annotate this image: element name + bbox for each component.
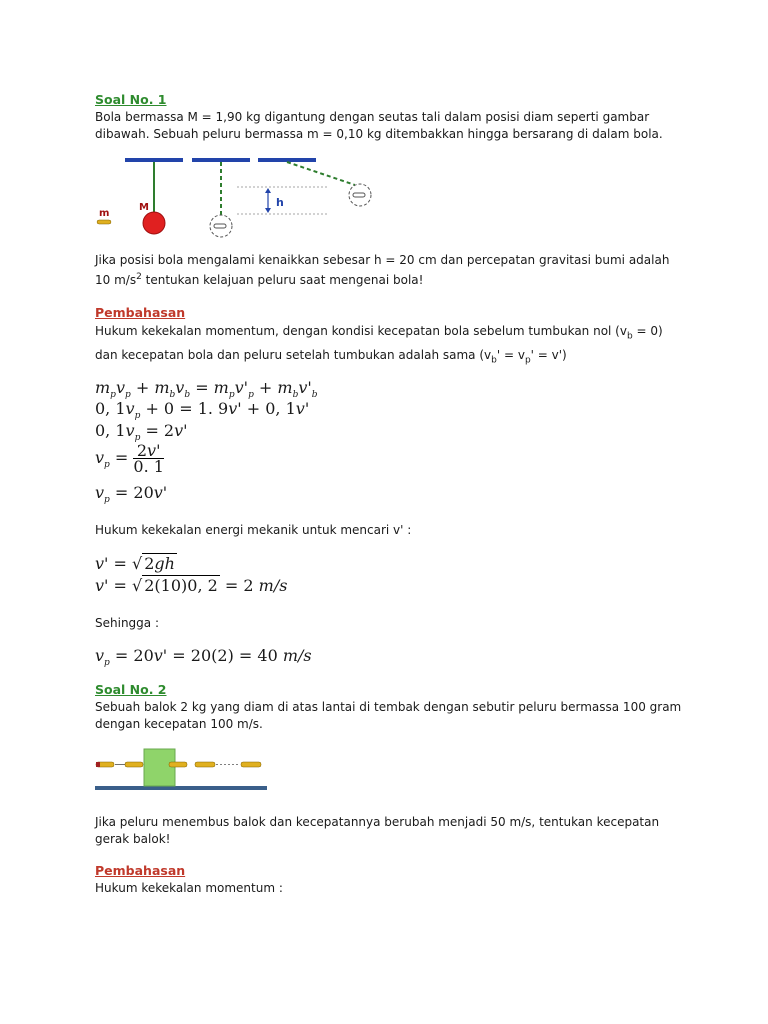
label-h: h	[276, 196, 284, 209]
s1-intro: Hukum kekekalan momentum, dengan kondisi kecepatan bola sebelum tumbukan nol $(v_b = 0)$ dan kecepatan bola dan peluru setelah tumbukan adalah sama $(v_b' = v_p' = v')$	[95, 324, 663, 366]
s1-so-text: Sehingga :	[95, 616, 159, 630]
eq-energy-2: v' = √ 2(10)0, 2 = 2 m/s	[95, 576, 288, 595]
bullet-5	[241, 762, 261, 767]
eq-momentum-5: $v_p = 20v'$	[95, 483, 168, 506]
bullet-4	[195, 762, 215, 767]
s1-title: Pembahasan	[95, 305, 186, 320]
eq-result: $v_p = 20v' = 20(2) = 40$ m/s	[95, 646, 312, 669]
label-m: m	[99, 208, 110, 219]
block	[144, 749, 175, 786]
eq-momentum-2: 0, $1v_p + 0 = 1$. 9v' + 0, 1v'	[95, 399, 310, 422]
s2-title: Pembahasan	[95, 863, 186, 878]
q2-question: Jika peluru menembus balok dan kecepatannya berubah menjadi 50 m/s, tentukan kecepatan gerak balok!	[95, 815, 660, 846]
ball-M	[143, 212, 165, 234]
s1-energy-text: Hukum kekekalan energi mekanik untuk mencari v' :	[95, 523, 412, 537]
block-figure	[95, 745, 275, 790]
q1-question: Jika posisi bola mengalami kenaikkan sebesar h = 20 cm dan percepatan gravitasi bumi adalah 10 $m/s^2$ tentukan kelajuan peluru saat mengenai bola!	[95, 253, 670, 287]
bullet-3	[169, 762, 187, 767]
q2-text: Sebuah balok 2 kg yang diam di atas lantai di tembak dengan sebutir peluru bermassa 100 gram dengan kecepatan 100 m/s.	[95, 700, 682, 731]
ball-start	[210, 215, 232, 237]
q1-text: Bola bermassa M = 1,90 kg digantung dengan seutas tali dalam posisi diam seperti gambar dibawah. Sebuah peluru bermassa m = 0,10 kg ditembakkan hingga bersarang di dalam bola.	[95, 110, 663, 141]
label-M: M	[139, 202, 149, 213]
s2-intro: Hukum kekekalan momentum :	[95, 881, 283, 895]
q2-title: Soal No. 2	[95, 682, 167, 697]
eq-momentum-3: 0, $1v_p = 2v'$	[95, 421, 188, 444]
support-bar-1	[125, 158, 183, 162]
bullet-2	[125, 762, 143, 767]
eq-energy-1: v' = √ 2gh	[95, 554, 175, 573]
bullet-icon	[97, 220, 111, 224]
eq-momentum-4: $v_p$ = $\frac{2v'}{0. 1}$	[95, 441, 164, 476]
eq-momentum-1: $m_pv_p + m_bv_b = m_pv'_p + m_bv'_b$	[95, 378, 318, 401]
support-bar-3	[258, 158, 316, 162]
raised-ball-figure	[345, 180, 375, 210]
pendulum-figure	[95, 150, 355, 240]
support-bar-2	[192, 158, 250, 162]
q1-title: Soal No. 1	[95, 92, 167, 107]
floor	[95, 786, 267, 790]
